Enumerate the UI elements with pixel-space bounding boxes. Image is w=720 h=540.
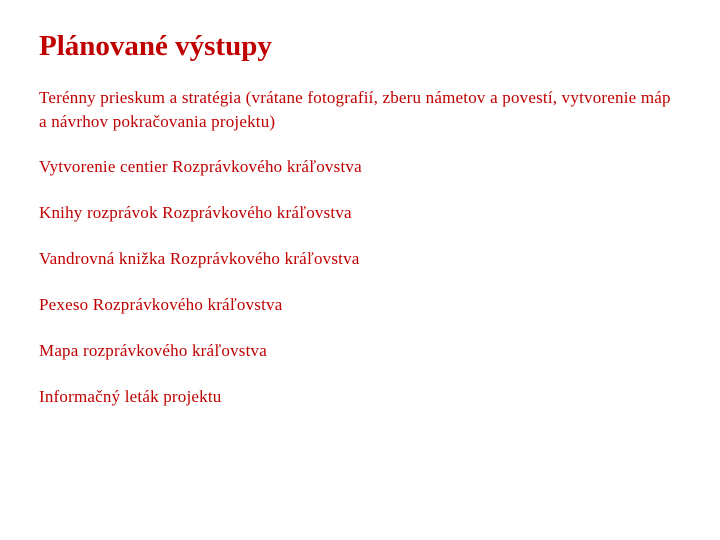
- slide-title: Plánované výstupy: [39, 30, 272, 62]
- list-item: Pexeso Rozprávkového kráľovstva: [39, 295, 283, 314]
- list-item: Vytvorenie centier Rozprávkového kráľovstva: [39, 157, 362, 176]
- list-item: Knihy rozprávok Rozprávkového kráľovstva: [39, 203, 352, 222]
- list-item: Informačný leták projektu: [39, 387, 222, 406]
- list-item: Mapa rozprávkového kráľovstva: [39, 341, 267, 360]
- list-item: Vandrovná knižka Rozprávkového kráľovstva: [39, 249, 360, 268]
- output-list: [39, 86, 679, 431]
- list-item: Terénny prieskum a stratégia (vrátane fotografií, zberu námetov a povestí, vytvorenie máp a návrhov pokračovania projektu): [39, 88, 671, 131]
